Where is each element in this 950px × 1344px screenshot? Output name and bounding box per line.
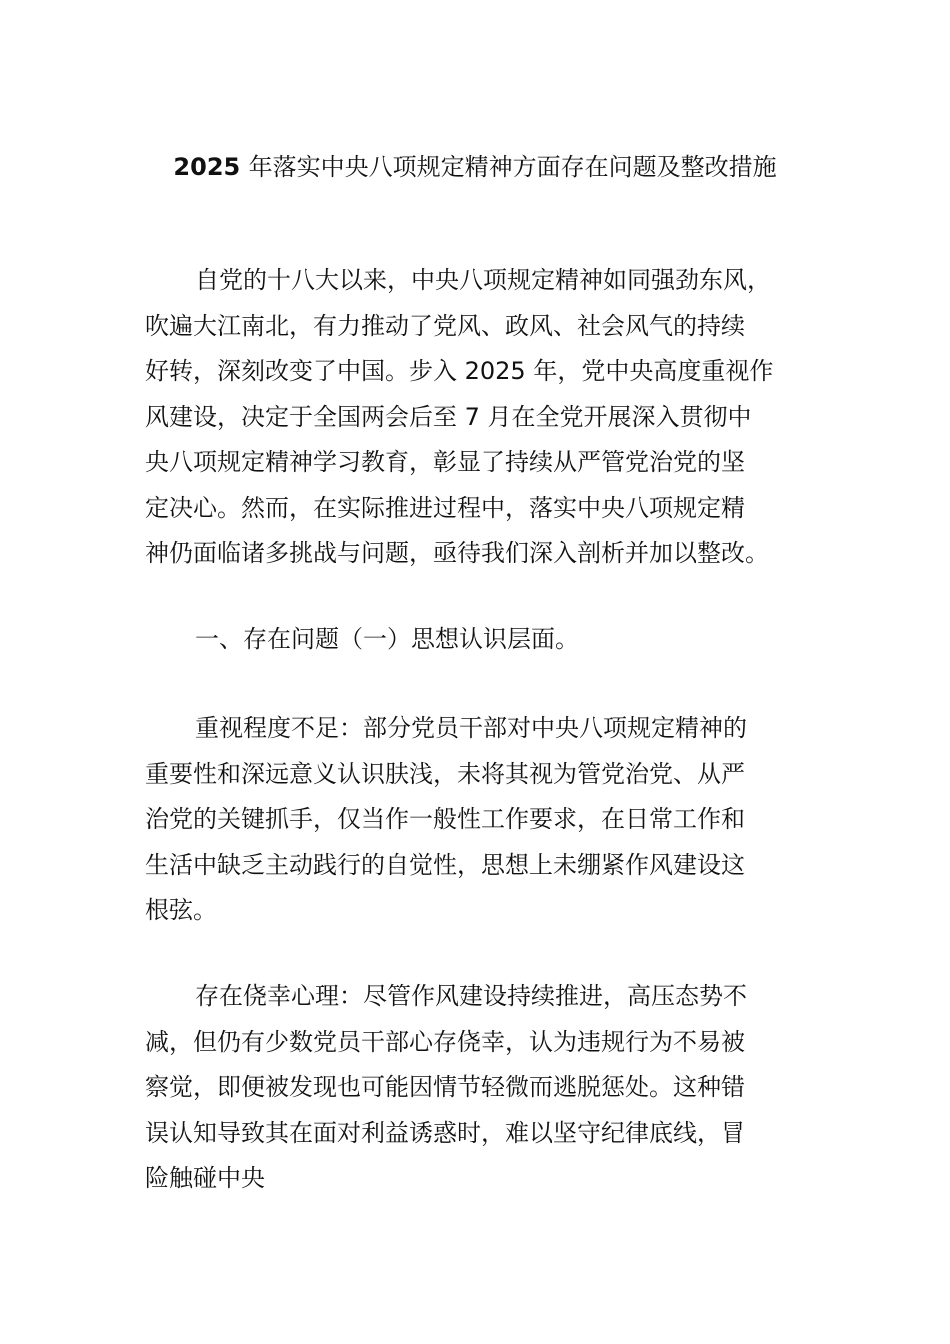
text-line: 神仍面临诸多挑战与问题，亟待我们深入剖析并加以整改。 — [145, 539, 769, 567]
text-line: 察觉，即便被发现也可能因情节轻微而逃脱惩处。这种错 — [145, 1073, 745, 1101]
text-line: 自党的十八大以来，中央八项规定精神如同强劲东风， — [195, 266, 771, 294]
text-line: 存在侥幸心理：尽管作风建设持续推进，高压态势不 — [195, 982, 747, 1010]
title-text: 年落实中央八项规定精神方面存在问题及整改措施 — [248, 153, 777, 181]
document-title — [0, 150, 950, 184]
text-line: 定决心。然而，在实际推进过程中，落实中央八项规定精 — [145, 493, 745, 522]
text-line: 险触碰中央 — [145, 1164, 265, 1192]
text-line: 重视程度不足：部分党员干部对中央八项规定精神的 — [195, 714, 747, 742]
text-line: 根弦。 — [145, 896, 217, 924]
text-line: 吹遍大江南北，有力推动了党风、政风、社会风气的持续 — [145, 311, 745, 340]
title-year: 2025 — [173, 153, 241, 181]
text-line: 重要性和深远意义认识肤浅，未将其视为管党治党、从严 — [145, 759, 745, 788]
text-line: 好转，深刻改变了中国。步入 2025 年，党中央高度重视作 — [145, 357, 774, 385]
text-line: 央八项规定精神学习教育，彰显了持续从严管党治党的坚 — [145, 448, 745, 476]
text-line: 治党的关键抓手，仅当作一般性工作要求，在日常工作和 — [145, 805, 745, 833]
paragraph-importance — [145, 706, 835, 934]
text-line: 减，但仍有少数党员干部心存侥幸，认为违规行为不易被 — [145, 1027, 745, 1056]
section-heading — [145, 617, 835, 663]
paragraph-luck-mentality — [145, 974, 835, 1202]
text-line: 一、存在问题（一）思想认识层面。 — [195, 625, 579, 653]
text-line: 误认知导致其在面对利益诱惑时，难以坚守纪律底线，冒 — [145, 1118, 745, 1147]
text-line: 风建设，决定于全国两会后至 7 月在全党开展深入贯彻中 — [145, 402, 752, 431]
text-line: 生活中缺乏主动践行的自觉性，思想上未绷紧作风建设这 — [145, 850, 745, 879]
intro-paragraph — [145, 258, 835, 577]
